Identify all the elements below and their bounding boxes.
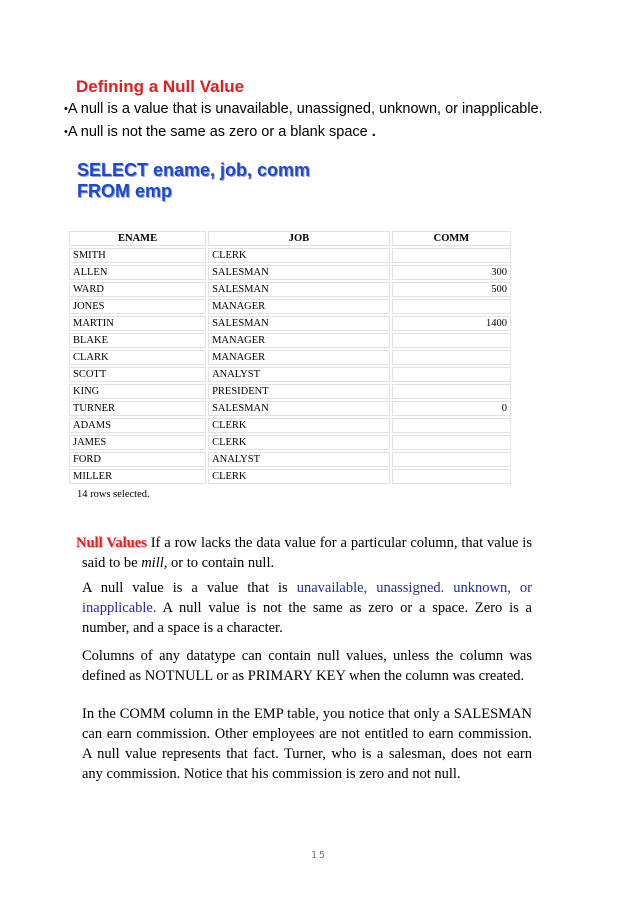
- column-header-comm: COMM: [392, 231, 511, 246]
- table-row: [69, 265, 511, 280]
- table-row: [69, 384, 511, 399]
- job-cell: ANALYST: [208, 367, 390, 382]
- comm-cell: [392, 418, 511, 433]
- job-cell: MANAGER: [208, 333, 390, 348]
- column-header-job: JOB: [208, 231, 390, 246]
- bullet-end-mark: .: [371, 124, 376, 140]
- comm-cell: [392, 350, 511, 365]
- null-values-lead: Null Values: [76, 535, 147, 551]
- table-row: [69, 435, 511, 450]
- ename-cell: TURNER: [69, 401, 206, 416]
- result-table: [67, 229, 513, 486]
- ename-cell: MARTIN: [69, 316, 206, 331]
- paragraph-text: If a row lacks the data value for a particular column, that value is said to be: [82, 535, 532, 571]
- table-row: [69, 401, 511, 416]
- job-cell: ANALYST: [208, 452, 390, 467]
- page-number: 15: [310, 850, 328, 861]
- job-cell: SALESMAN: [208, 401, 390, 416]
- comm-cell: [392, 299, 511, 314]
- ename-cell: FORD: [69, 452, 206, 467]
- comm-cell: [392, 333, 511, 348]
- ename-cell: JAMES: [69, 435, 206, 450]
- section-heading: Defining a Null Value: [76, 77, 245, 96]
- comm-cell: 0: [392, 401, 511, 416]
- ename-cell: BLAKE: [69, 333, 206, 348]
- comm-cell: [392, 248, 511, 263]
- table-body: [69, 248, 511, 484]
- table-row: [69, 282, 511, 297]
- table-row: [69, 248, 511, 263]
- bullet-text: A null is a value that is unavailable, unassigned, unknown, or inapplicable.: [67, 101, 543, 117]
- ename-cell: JONES: [69, 299, 206, 314]
- paragraph-text: A null value is not the same as zero or a space. Zero is a number, and a space is a character.: [82, 600, 532, 636]
- comm-cell: [392, 384, 511, 399]
- ename-cell: SCOTT: [69, 367, 206, 382]
- comm-cell: 300: [392, 265, 511, 280]
- ename-cell: CLARK: [69, 350, 206, 365]
- job-cell: CLERK: [208, 469, 390, 484]
- job-cell: MANAGER: [208, 299, 390, 314]
- job-cell: CLERK: [208, 418, 390, 433]
- bullet-text: A null is not the same as zero or a blank space: [67, 124, 368, 140]
- ename-cell: MILLER: [69, 469, 206, 484]
- table-header-row: [69, 231, 511, 246]
- paragraph-italic: mill,: [141, 555, 168, 571]
- job-cell: MANAGER: [208, 350, 390, 365]
- bullet-item: [64, 124, 376, 140]
- table-row: [69, 469, 511, 484]
- ename-cell: SMITH: [69, 248, 206, 263]
- comm-cell: 1400: [392, 316, 511, 331]
- sql-line: SELECT ename, job, comm: [77, 160, 311, 180]
- paragraph-text: or to contain null.: [167, 555, 275, 571]
- comm-cell: [392, 469, 511, 484]
- job-cell: CLERK: [208, 435, 390, 450]
- job-cell: CLERK: [208, 248, 390, 263]
- highlighted-text: unavailable, unassigned. unknown, or inapplicable.: [82, 580, 532, 616]
- bullet-marker: •: [64, 103, 68, 115]
- bullet-item: [64, 101, 543, 117]
- job-cell: SALESMAN: [208, 265, 390, 280]
- comm-paragraph: In the COMM column in the EMP table, you notice that only a SALESMAN can earn commission. Other employees are not entitled to earn commission. A null value represents that fact. Turner, who is a salesman, does not earn any commission. Notice that his commission is zero and not null.: [82, 706, 532, 782]
- comm-cell: [392, 367, 511, 382]
- rows-selected-note: 14 rows selected.: [77, 489, 150, 500]
- job-cell: SALESMAN: [208, 282, 390, 297]
- ename-cell: ALLEN: [69, 265, 206, 280]
- job-cell: PRESIDENT: [208, 384, 390, 399]
- table-row: [69, 452, 511, 467]
- table-row: [69, 418, 511, 433]
- table-row: [69, 316, 511, 331]
- null-values-paragraph: [76, 533, 532, 573]
- datatype-paragraph: Columns of any datatype can contain null values, unless the column was defined as NOTNULL or as PRIMARY KEY when the column was created.: [82, 648, 532, 684]
- comm-cell: [392, 452, 511, 467]
- definition-paragraph: [82, 578, 532, 638]
- table-row: [69, 367, 511, 382]
- column-header-ename: ENAME: [69, 231, 206, 246]
- comm-cell: [392, 435, 511, 450]
- bullet-marker: •: [64, 126, 68, 138]
- ename-cell: WARD: [69, 282, 206, 297]
- table-row: [69, 350, 511, 365]
- job-cell: SALESMAN: [208, 316, 390, 331]
- table-row: [69, 333, 511, 348]
- ename-cell: KING: [69, 384, 206, 399]
- sql-line: FROM emp: [77, 181, 173, 201]
- table-row: [69, 299, 511, 314]
- paragraph-text: A null value is a value that is: [82, 580, 297, 596]
- ename-cell: ADAMS: [69, 418, 206, 433]
- comm-cell: 500: [392, 282, 511, 297]
